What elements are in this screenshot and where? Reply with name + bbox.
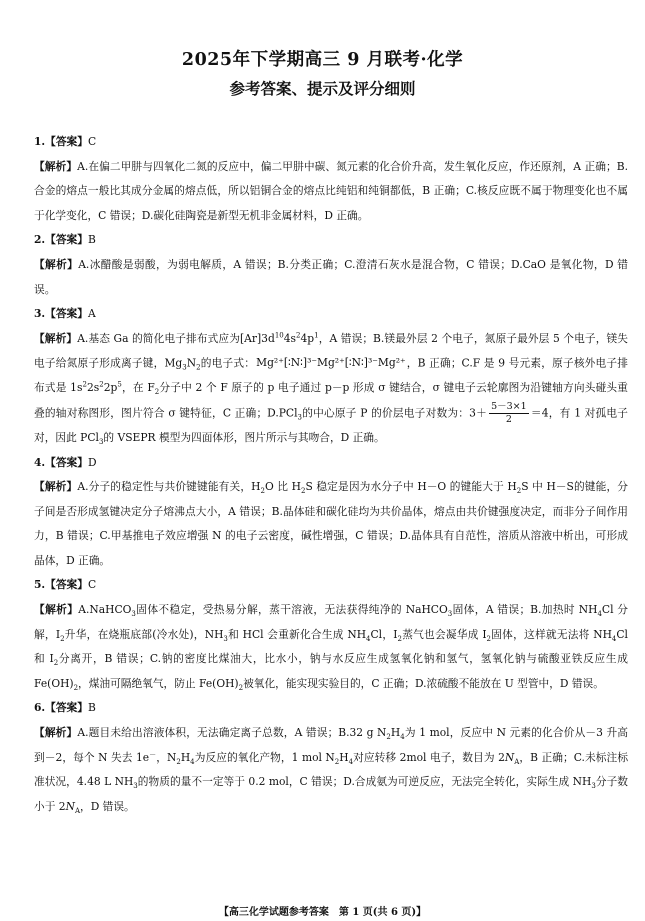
analysis-text: 固体不稳定，受热易分解，蒸干溶液，无法获得纯净的 NaHCO: [135, 603, 448, 617]
fraction: [489, 401, 529, 426]
answer-tag: 【答案】: [45, 578, 88, 592]
analysis-text: 4s: [283, 331, 297, 345]
subscript: 3: [131, 610, 136, 619]
analysis-text: 分离开，B 错误；C.钠的密度比煤油大，比水小，钠与水反应生成氢氧化钠和氢气，氢氧化钠与硫酸亚铁反应生成 Fe(OH): [34, 652, 628, 690]
analysis-text: Cl 分解，I: [34, 603, 628, 641]
subscript: 2: [53, 659, 59, 668]
answer-value: C: [87, 578, 97, 592]
analysis-text: 分子中 2 个 F 原子的 p 电子通过 p－p 形成 σ 键结合，σ 键电子云轮廓图为沿键轴方向头碰头重叠的轴对称图形，图片符合 σ 键特征，C 正确；D.PCl: [34, 381, 628, 420]
page-footer: 【高三化学试题参考答案 第 1 页(共 6 页)】: [218, 907, 427, 918]
avogadro-symbol: N: [504, 750, 515, 764]
question-4: [34, 451, 628, 574]
superscript: 1: [314, 331, 319, 340]
subscript: 4: [366, 634, 371, 643]
analysis-text: Cl，I: [370, 627, 398, 641]
analysis-text: Cl 和 I: [34, 627, 628, 666]
analysis: [34, 721, 628, 819]
subscript: 3: [133, 782, 138, 791]
analysis-text: A.NaHCO: [78, 603, 132, 617]
analysis-text: 被氧化，能实现实验目的，C 正确；D.浓硫酸不能放在 U 型管中，D 错误。: [243, 676, 604, 690]
analysis-text: 的中心原子 P 的价层电子对数为：3＋: [301, 406, 488, 420]
answer-line: [34, 573, 628, 598]
analysis-text: ，B 正确；C.F 是 9 号元素，原子核外电子排布式是 1s: [34, 356, 628, 395]
analysis-text: H: [339, 750, 349, 764]
analysis-text: ，煤油可隔绝氧气，防止 Fe(OH): [78, 676, 239, 690]
analysis-text: 2p: [103, 381, 118, 395]
analysis-tag: 【解析】: [34, 159, 78, 173]
analysis-text: 固体，A 错误；B.加热时 NH: [452, 603, 598, 617]
analysis-text: S 稳定是因为水分子中 H－O 的键能大于 H: [305, 480, 517, 494]
analysis: [34, 155, 628, 229]
subscript: 2: [73, 684, 79, 692]
subscript: 2: [154, 388, 160, 397]
question-number: 4.: [34, 455, 46, 469]
analysis-text: H: [390, 726, 401, 740]
superscript: －: [149, 750, 157, 759]
answer-tag: 【答案】: [45, 307, 88, 321]
analysis-text: 4p: [300, 331, 315, 345]
answer-value: D: [87, 455, 97, 469]
answer-content: [34, 130, 628, 819]
analysis-text: ，D 错误。: [80, 799, 135, 813]
page-title: 2025年下学期高三 9 月联考·化学: [181, 50, 464, 70]
electron-formula: Mg²⁺[∶N∶]³⁻Mg²⁺[∶N∶]³⁻Mg²⁺: [256, 356, 406, 370]
analysis-text: A.分子的稳定性与共价键键能有关，H: [77, 480, 261, 494]
analysis-tag: 【解析】: [34, 603, 79, 617]
question-5: [34, 573, 628, 696]
analysis-text: 的 VSEPR 模型为四面体形，图片所示与其吻合，D 正确。: [103, 430, 385, 444]
answer-line: [34, 302, 628, 327]
analysis-text: A.在偏二甲肼与四氧化二氮的反应中，偏二甲肼中碳、氮元素的化合价升高，发生氧化反应，作还原剂，A 正确；B.合金的熔点一般比其成分金属的熔点低，所以铝铜合金的熔点比纯铝和纯铜都低，B 正确；C.核反应既不属于物理变化也不属于化学变化，C 错误；D.碳化硅陶瓷是新型无机非金属材料，D 正确。: [34, 159, 628, 222]
analysis-text: 升华，在烧瓶底部(冷水处)，NH: [64, 627, 224, 641]
analysis-text: 和 HCl 会重新化合生成 NH: [227, 627, 367, 641]
answer-value: B: [87, 701, 96, 715]
analysis: [34, 475, 628, 573]
analysis: [34, 327, 628, 451]
analysis-text: 分子数小于 2: [34, 775, 628, 813]
analysis-tag: 【解析】: [34, 257, 79, 271]
subscript: 3: [297, 413, 302, 422]
subscript: 3: [98, 438, 104, 447]
subscript: 4: [611, 634, 617, 643]
subscript: 4: [597, 610, 602, 619]
answer-line: [34, 696, 628, 721]
superscript: 2: [82, 380, 87, 389]
question-number: 6.: [34, 701, 46, 715]
subscript: 2: [397, 634, 402, 643]
question-number: 1.: [34, 135, 46, 148]
analysis: [34, 598, 628, 696]
analysis-tag: 【解析】: [34, 480, 78, 494]
question-3: [34, 302, 628, 450]
subscript: 3: [223, 634, 228, 643]
analysis-text: 固体，这样就无法将 NH: [491, 627, 612, 641]
analysis-text: ，N: [156, 750, 177, 764]
question-2: [34, 228, 628, 302]
subscript: 4: [190, 757, 195, 766]
analysis-tag: 【解析】: [34, 726, 78, 740]
answer-line: [34, 130, 628, 155]
question-number: 2.: [34, 233, 46, 247]
analysis-text: A.冰醋酸是弱酸，为弱电解质，A 错误；B.分类正确；C.澄清石灰水是混合物，C 错误；D.CaO 是氧化物，D 错误。: [34, 257, 628, 296]
answer-tag: 【答案】: [45, 701, 88, 715]
analysis-text: 蒸气也会凝华成 I: [401, 627, 487, 641]
subscript: 3: [182, 363, 187, 372]
answer-value: A: [87, 307, 96, 321]
superscript: 2: [99, 380, 104, 389]
analysis-text: H: [180, 750, 191, 764]
analysis-text: ＝4，有 1 对孤电子对，因此 PCl: [34, 406, 628, 444]
answer-value: B: [87, 233, 96, 247]
fraction-denominator: 2: [505, 413, 512, 425]
subscript: 4: [348, 757, 354, 766]
subscript: 2: [300, 487, 306, 496]
analysis-text: 的物质的量不一定等于 0.2 mol，C 错误；D.合成氨为可逆反应，无法完全转化，实际生成 NH: [137, 775, 592, 789]
fraction-numerator: 5－3×1: [491, 400, 527, 412]
analysis-text: O 比 H: [264, 480, 301, 494]
question-number: 5.: [34, 578, 46, 592]
answer-tag: 【答案】: [45, 455, 88, 469]
subscript: 2: [386, 733, 391, 742]
analysis-text: 为 1 mol，反应中 N 元素的化合价从－3 升高到－2，每个 N 失去 1e: [34, 726, 628, 764]
analysis-tag: 【解析】: [34, 331, 78, 345]
subscript: 3: [447, 610, 453, 619]
answer-line: [34, 228, 628, 253]
subscript: A: [514, 757, 520, 766]
analysis-text: A.基态 Ga 的简化电子排布式应为[Ar]3d: [77, 331, 275, 345]
analysis-text: 的电子式：: [200, 356, 256, 370]
subscript: 2: [176, 757, 181, 766]
analysis-text: 为反应的氧化产物，1 mol N: [194, 750, 335, 764]
page-subtitle: 参考答案、提示及评分细则: [229, 79, 416, 98]
question-1: [34, 130, 628, 228]
superscript: 10: [274, 331, 284, 340]
subscript: 2: [260, 487, 265, 496]
analysis-text: ，A 错误；B.镁最外层 2 个电子，氮原子最外层 5 个电子，镁失电子给氮原子形成离子键，Mg: [34, 331, 628, 370]
subscript: 4: [400, 733, 405, 742]
analysis-text: 2s: [86, 381, 100, 395]
subscript: 2: [486, 634, 492, 643]
analysis-text: N: [186, 356, 197, 370]
avogadro-symbol: N: [65, 799, 75, 813]
subscript: 2: [196, 363, 201, 372]
analysis-text: ，在 F: [121, 381, 155, 395]
analysis-text: S 中 H－S的键能，分子间是否形成氢键决定分子熔沸点大小，A 错误；B.晶体硅和碳化硅均为共价晶体，熔点由共价键强度决定，而非分子间作用力，B 错误；C.甲基推电子效应增强 N 的电子云密度，碱性增强，C 错误；D.晶体具有自范性，溶质从溶液中析出，可形成晶体，D 正确。: [34, 480, 628, 567]
analysis-text: ，B 正确；C.未标注标准状况，4.48 L NH: [34, 750, 629, 789]
subscript: 2: [334, 757, 340, 766]
subscript: 3: [591, 782, 596, 791]
analysis: [34, 253, 628, 302]
answer-tag: 【答案】: [45, 135, 88, 148]
subscript: A: [74, 806, 80, 815]
superscript: 5: [117, 380, 122, 389]
answer-line: [34, 451, 628, 476]
question-number: 3.: [34, 307, 46, 321]
analysis-text: A.题目未给出溶液体积，无法确定离子总数，A 错误；B.32 g N: [77, 726, 387, 740]
analysis-text: 对应转移 2mol 电子，数目为 2: [353, 750, 505, 764]
question-6: [34, 696, 628, 819]
answer-tag: 【答案】: [45, 233, 88, 247]
superscript: 2: [296, 331, 301, 340]
subscript: 2: [60, 634, 65, 643]
answer-value: C: [87, 135, 97, 148]
subscript: 2: [238, 684, 244, 692]
subscript: 2: [516, 487, 522, 496]
